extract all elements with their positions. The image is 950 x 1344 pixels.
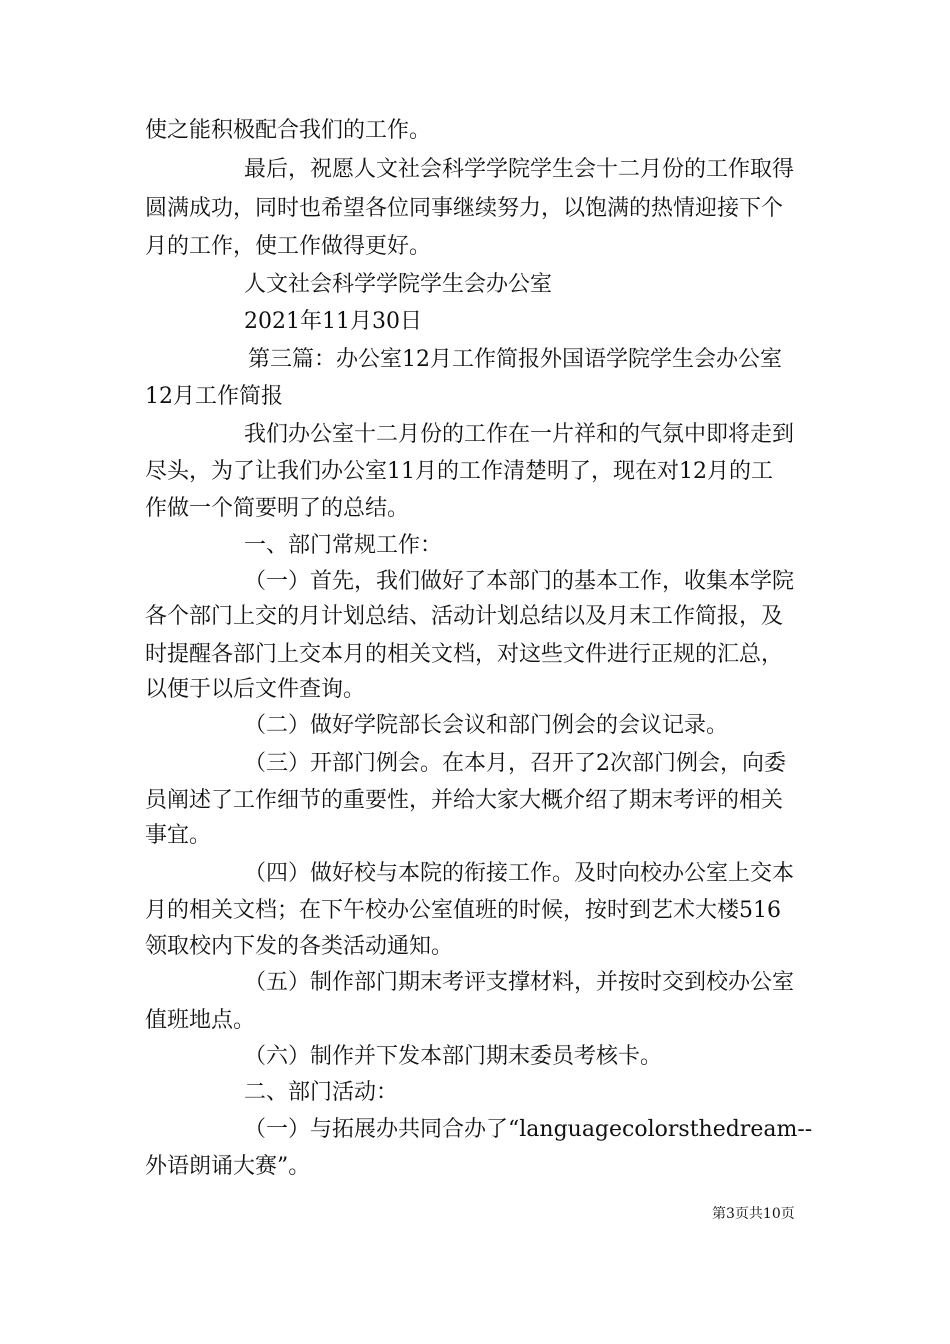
text-line: 圆满成功，同时也希望各位同事继续努力，以饱满的热情迎接下个 xyxy=(145,196,784,221)
signature-date: 2021年11月30日 xyxy=(244,309,422,334)
text-line: （一）首先，我们做好了本部门的基本工作，收集本学院 xyxy=(244,569,795,594)
text-line: （四）做好校与本院的衔接工作。及时向校办公室上交本 xyxy=(244,861,795,886)
text-line: 事宜。 xyxy=(145,823,212,848)
text-line: 以便于以后文件查询。 xyxy=(145,677,366,702)
text-line: 各个部门上交的月计划总结、活动计划总结以及月末工作简报，及 xyxy=(145,604,784,629)
section-title-cont: 12月工作简报 xyxy=(145,384,283,409)
text-line: （一）与拓展办共同合办了“languagecolorsthedream-- xyxy=(244,1117,813,1142)
text-line: 使之能积极配合我们的工作。 xyxy=(145,118,432,143)
text-line: 领取校内下发的各类活动通知。 xyxy=(145,934,454,959)
text-line: 外语朗诵大赛”。 xyxy=(145,1154,311,1179)
text-line: 时提醒各部门上交本月的相关文档，对这些文件进行正规的汇总， xyxy=(145,642,784,667)
signature-org: 人文社会科学学院学生会办公室 xyxy=(244,272,553,297)
heading: 一、部门常规工作： xyxy=(244,533,443,558)
text-line: （六）制作并下发本部门期末委员考核卡。 xyxy=(244,1044,663,1069)
text-line: 作做一个简要明了的总结。 xyxy=(145,496,410,521)
text-line: 月的工作，使工作做得更好。 xyxy=(145,234,432,259)
page-number: 第3页共10页 xyxy=(712,1206,795,1222)
text-line: （五）制作部门期末考评支撑材料，并按时交到校办公室 xyxy=(244,970,795,995)
text-line: 值班地点。 xyxy=(145,1008,256,1033)
section-title: 第三篇：办公室12月工作简报外国语学院学生会办公室 xyxy=(248,347,782,372)
text-line: 员阐述了工作细节的重要性，并给大家大概介绍了期末考评的相关 xyxy=(145,788,784,813)
text-line: （三）开部门例会。在本月，召开了2次部门例会，向委 xyxy=(244,751,786,776)
text-line: 最后，祝愿人文社会科学学院学生会十二月份的工作取得 xyxy=(244,157,795,182)
heading: 二、部门活动： xyxy=(244,1080,399,1105)
text-line: 月的相关文档；在下午校办公室值班的时候，按时到艺术大楼516 xyxy=(145,898,781,923)
text-line: 尽头，为了让我们办公室11月的工作清楚明了，现在对12月的工 xyxy=(145,459,773,484)
text-line: （二）做好学院部长会议和部门例会的会议记录。 xyxy=(244,713,729,738)
text-line: 我们办公室十二月份的工作在一片祥和的气氛中即将走到 xyxy=(244,422,795,447)
